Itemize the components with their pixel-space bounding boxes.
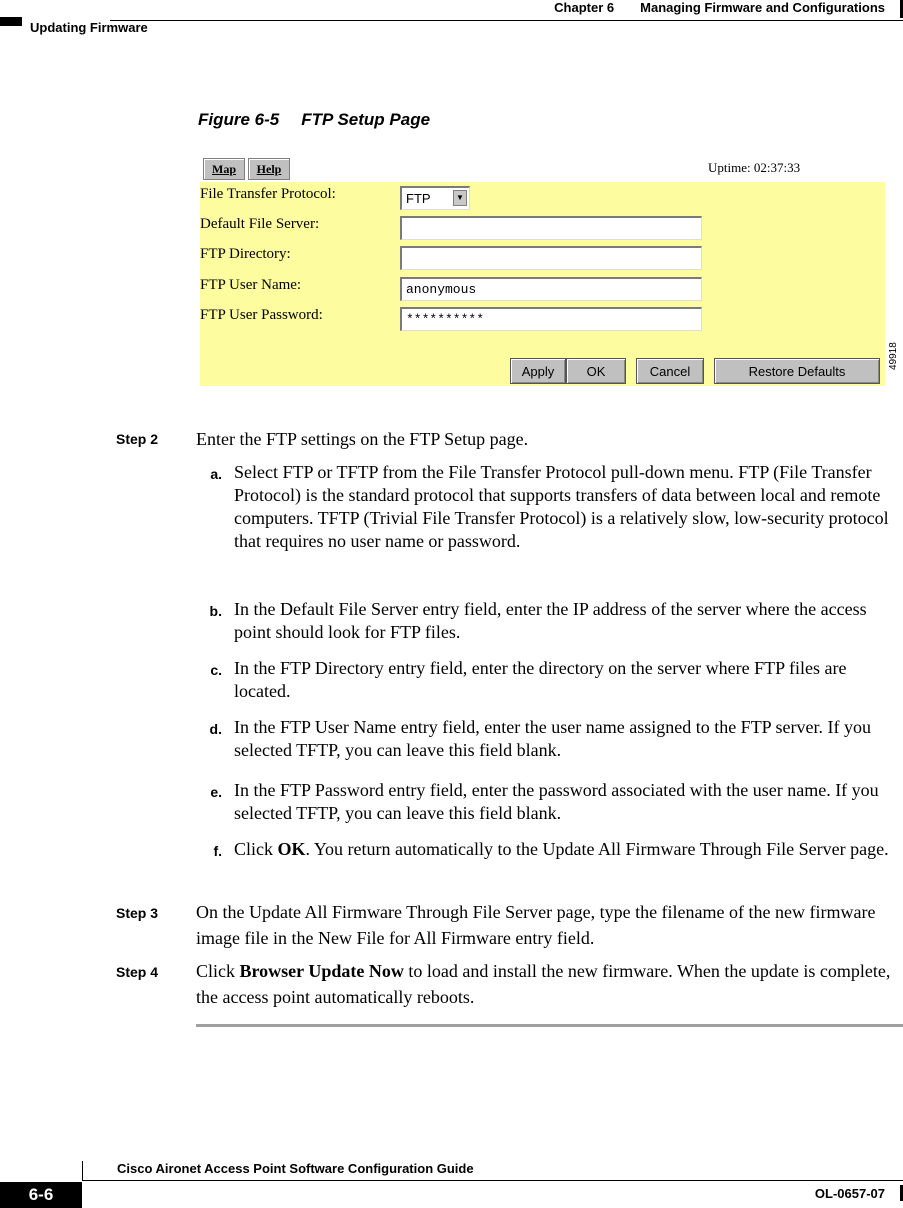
procedure-end-rule [196,1024,903,1027]
ftp-username-input[interactable]: anonymous [400,277,702,301]
protocol-select[interactable] [400,186,470,210]
substep-label: e. [210,784,222,800]
substep-text [234,838,898,861]
substep-label: d. [209,721,222,737]
figure-title: FTP Setup Page [301,110,431,129]
chapter-number: Chapter 6 [554,0,615,15]
substep-text: In the Default File Server entry field, enter the IP address of the server where the access point should look for FTP files. [234,599,867,642]
server-label: Default File Server: [200,216,320,232]
step-text-post: to load and install the new firmware. When the update is complete, the access point automatically reboots. [196,961,891,1007]
dropdown-arrow-icon[interactable]: ▼ [453,190,467,206]
substep-label: c. [210,662,222,678]
step-label: Step 3 [116,905,159,921]
help-button[interactable]: Help [248,158,290,180]
map-button[interactable]: Map [203,158,245,180]
protocol-selected-value: FTP [406,191,431,206]
cancel-button[interactable]: Cancel [636,358,704,384]
footer-rule [82,1180,903,1181]
username-label: FTP User Name: [200,277,302,293]
substep-text-pre: Click [234,839,278,859]
header-rule [110,20,903,21]
substep-text-post: . You return automatically to the Update All Firmware Through File Server page. [305,839,889,859]
figure-caption [198,110,430,130]
substep-text: In the FTP Directory entry field, enter the directory on the server where FTP files are located. [234,658,847,701]
apply-button[interactable]: Apply [510,358,566,384]
step-text [196,958,896,1010]
substep-label: b. [209,603,222,619]
figure-id-label: 49918 [888,342,899,370]
ok-term: OK [277,839,306,859]
substep-text: In the FTP Password entry field, enter the password associated with the user name. If you selected TFTP, you can leave this field blank. [234,780,879,823]
ftp-directory-input[interactable] [400,246,702,270]
restore-defaults-button[interactable]: Restore Defaults [714,358,880,384]
browser-update-now-term: Browser Update Now [239,961,404,981]
substep-label: a. [210,466,222,482]
substep-label: f. [213,843,222,859]
password-label: FTP User Password: [200,307,323,323]
protocol-label: File Transfer Protocol: [200,186,336,202]
step-label: Step 2 [116,431,159,447]
ftp-password-input[interactable]: ********** [400,307,702,331]
running-header-section: Updating Firmware [30,20,148,35]
footer-guide-title: Cisco Aironet Access Point Software Configuration Guide [117,1161,474,1176]
step-text-pre: Click [196,961,240,981]
step-label: Step 4 [116,964,159,980]
footer-stub [82,1161,83,1181]
directory-label: FTP Directory: [200,246,291,262]
default-file-server-input[interactable] [400,216,702,240]
uptime-readout: Uptime: 02:37:33 [708,160,801,175]
substep-text: In the FTP User Name entry field, enter the user name assigned to the FTP server. If you selected TFTP, you can leave this field blank. [234,717,871,760]
substep-text: Select FTP or TFTP from the File Transfer Protocol pull-down menu. FTP (File Transfer Protocol) is the standard protocol that supports transfers of data between local and remote computers. TFTP (Trivial File Transfer Protocol) is a relatively slow, low-security protocol that requires no user name or password. [234,462,889,551]
header-block-mark [0,17,22,26]
ftp-setup-screenshot [198,150,903,390]
page-number: 6-6 [0,1182,82,1208]
step-text: On the Update All Firmware Through File Server page, type the filename of the new firmware image file in the New File for All Firmware entry field. [196,902,876,948]
ok-button[interactable]: OK [566,358,626,384]
figure-number: Figure 6-5 [198,110,280,129]
step-text: Enter the FTP settings on the FTP Setup page. [196,429,529,449]
running-header-chapter [554,0,885,15]
chapter-title: Managing Firmware and Configurations [640,0,885,15]
doc-number: OL-0657-07 [814,1186,885,1201]
